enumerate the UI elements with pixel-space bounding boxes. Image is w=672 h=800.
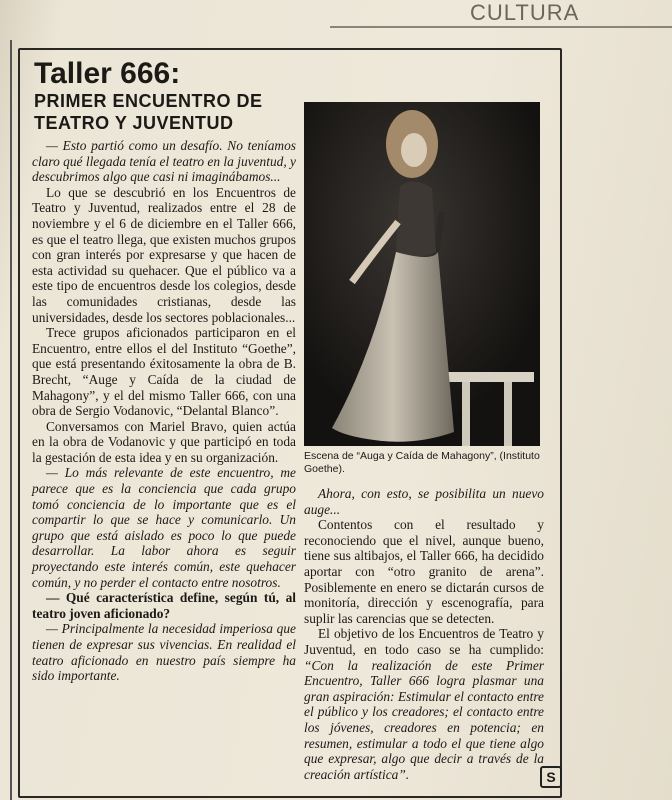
actress-silhouette-image	[304, 102, 540, 446]
paragraph: — Qué característica define, según tú, al teatro joven aficionado?	[32, 590, 296, 621]
previous-article-edge	[0, 40, 12, 800]
magazine-logo-icon: S	[540, 766, 562, 788]
photo-caption: Escena de “Auga y Caída de Mahagony”, (Instituto Goethe).	[304, 450, 540, 475]
paragraph: Conversamos con Mariel Bravo, quien actúa en la obra de Vodanovic y que participó en toda la gestación de esta idea y en su organización.	[32, 418, 296, 465]
quote-text: “Con la realización de este Primer Encuentro, Taller 666 logra plasmar una gran aspiración: Estimular el contacto entre el público y los creadores; el contacto entre los jóvenes, creadores en potencia; en resumen, estimular a todo el que tiene algo que expresar, algo que decir a través de la creación artística”.	[304, 657, 544, 782]
paragraph: El objetivo de los Encuentros de Teatro y Juventud, en todo caso se ha cumplido: “Con la realización de este Primer Encuentro, Taller 666 logra plasmar una gran aspiración: Estimular el contacto entre el público y los creadores; el contacto entre los jóvenes, creadores en potencia; en resumen, estimular a todo el que tiene algo que expresar, algo que decir a través de la creación artística”.	[304, 626, 544, 782]
article-box	[18, 48, 562, 798]
article-subtitle: PRIMER ENCUENTRO DE TEATRO Y JUVENTUD	[34, 91, 263, 133]
section-header: CULTURA	[470, 0, 580, 25]
paragraph: Lo que se descubrió en los Encuentros de Teatro y Juventud, realizados entre el 28 de noviembre y el 6 de diciembre en el Taller 666, es que el teatro llega, que existen muchos grupos con gran interés por expresarse y que hacen de esta actividad su quehacer. Que el público va a este tipo de encuentros desde los colegios, desde las comunidades cristianas, desde las universidades, desde los sectores poblacionales...	[32, 184, 296, 325]
paragraph: Contentos con el resultado y reconociendo que el nivel, aunque bueno, tiene sus altibajos, el Taller 666, ha decidido aportar con “otro granito de arena”. Posiblemente en enero se dictarán cursos de monitoría, dirección y escenografía, para suplir las carencias que se detecten.	[304, 517, 544, 626]
paragraph: Trece grupos aficionados participaron en el Encuentro, entre ellos el del Instituto “Goethe”, que está presentando éxitosamente la obra de B. Brecht, “Auge y Caída de la ciudad de Mahagony”, y el del mismo Taller 666, con una obra de Sergio Vodanovic, “Delantal Blanco”.	[32, 325, 296, 419]
right-column-text	[304, 486, 544, 782]
paragraph: Ahora, con esto, se posibilita un nuevo auge...	[304, 486, 544, 517]
paragraph: — Principalmente la necesidad imperiosa que tienen de expresar sus vivencias. En realidad el teatro aficionado en nuestro país siempre ha sido importante.	[32, 621, 296, 684]
article-title: Taller 666:	[34, 57, 181, 90]
header-rule	[330, 26, 672, 28]
left-column-text	[32, 138, 296, 684]
paragraph: — Lo más relevante de este encuentro, me parece que es la conciencia que cada grupo tomó conciencia de lo importante que es el compartir lo que se hace y comunicarlo. Un grupo que está aislado es poco lo que puede desarrollar. La labor ahora es seguir proyectando este interés común, este quehacer común, y no perder el contacto entre nosotros.	[32, 465, 296, 590]
paragraph: — Esto partió como un desafío. No teníamos claro qué llegada tenía el teatro en la juventud, y descubrimos algo que casi ni imaginábamos...	[32, 138, 296, 185]
photo-theatre-scene	[304, 102, 540, 446]
